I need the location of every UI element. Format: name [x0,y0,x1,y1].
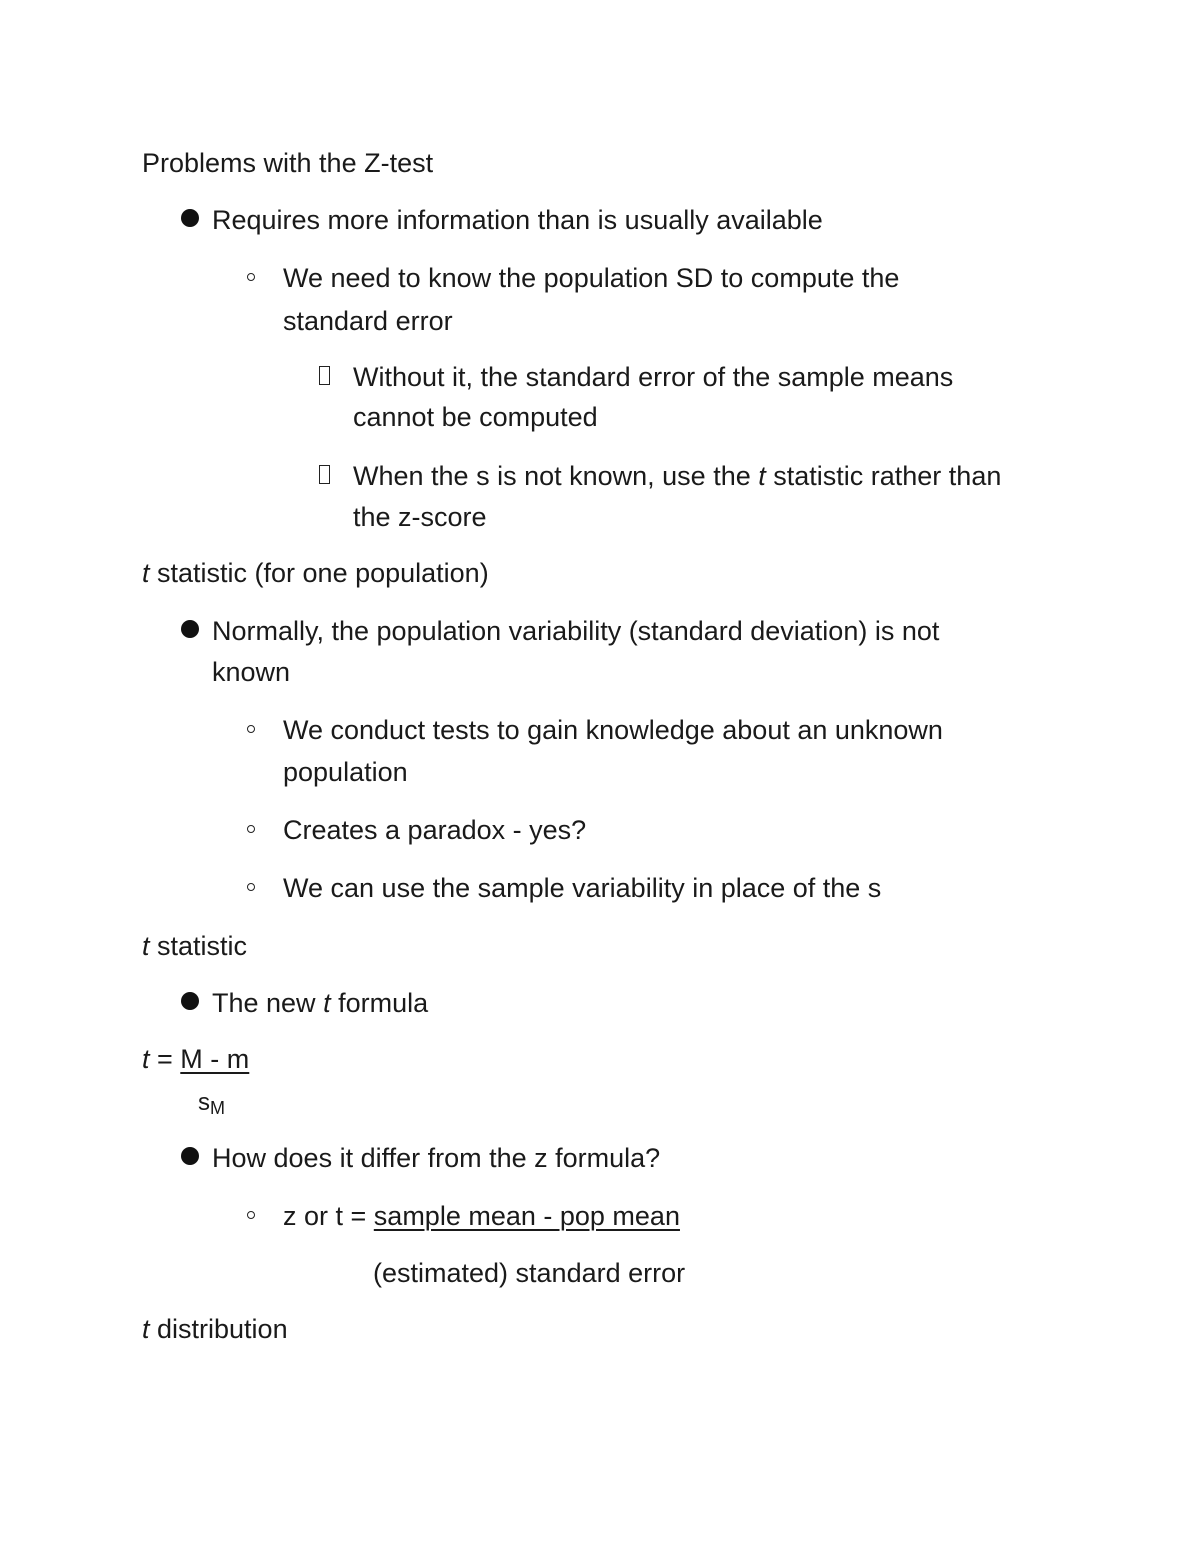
heading-t-statistic-one-population: t statistic (for one population) [142,558,489,588]
bullet-square-icon [319,366,330,385]
bullet-disc-icon [181,1147,199,1165]
bullet-circle-icon [247,1211,255,1219]
bullet-text: Normally, the population variability (standard deviation) is not [212,616,940,646]
bullet-disc-icon [181,620,199,638]
bullet-text-cont: known [212,657,291,687]
subsub-bullet-text: When the s is not known, use the t statistic rather than [353,461,1002,491]
subsub-bullet-text-cont: the z-score [353,502,487,532]
bullet-circle-icon [247,273,255,281]
sub-bullet-text-cont: standard error [283,306,453,336]
subsub-bullet-text-cont: cannot be computed [353,402,598,432]
bullet-disc-icon [181,209,199,227]
sub-bullet-text: We need to know the population SD to compute the [283,263,900,293]
bullet-circle-icon [247,725,255,733]
bullet-square-icon [319,465,330,484]
sub-bullet-text: Creates a paradox - yes? [283,815,587,845]
sub-bullet-text: We can use the sample variability in place of the s [283,873,882,903]
z-or-t-formula-numerator-line: z or t = sample mean - pop mean [283,1201,680,1231]
bullet-circle-icon [247,883,255,891]
subsub-bullet-text: Without it, the standard error of the sample means [353,362,954,392]
heading-z-test-problems: Problems with the Z-test [142,148,434,178]
t-formula-denominator: sM [198,1089,225,1118]
bullet-text: Requires more information than is usually available [212,205,823,235]
heading-t-distribution: t distribution [142,1314,288,1344]
bullet-circle-icon [247,825,255,833]
sub-bullet-text-cont: population [283,757,408,787]
z-or-t-formula-denominator: (estimated) standard error [373,1258,686,1288]
heading-t-statistic: t statistic [142,931,248,961]
t-formula-numerator-line: t = M - m [142,1044,250,1074]
sub-bullet-text: We conduct tests to gain knowledge about an unknown [283,715,943,745]
bullet-text: How does it differ from the z formula? [212,1143,661,1173]
bullet-text: The new t formula [212,988,429,1018]
bullet-disc-icon [181,992,199,1010]
